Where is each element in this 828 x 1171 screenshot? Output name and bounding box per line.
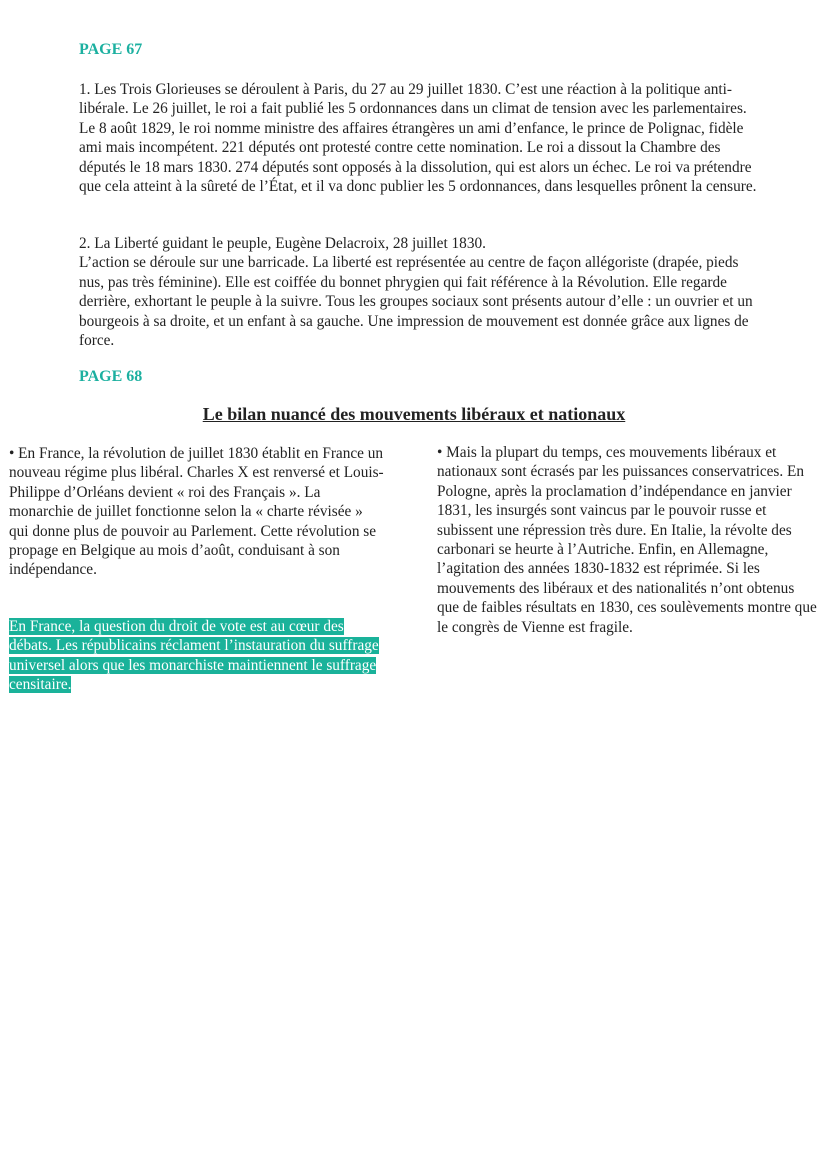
left-column-paragraph: • En France, la révolution de juillet 1830 établit en France un nouveau régime plus libéral. Charles X est renversé et Louis-Philippe d’Orléans devient « roi des Français ». La monarchie de juillet fonctionne selon la « charte révisée » qui donne plus de pouvoir au Parlement. Cette révolution se propage en Belgique au mois d’août, conduisant à son indépendance. bbox=[9, 445, 384, 579]
paragraph-liberte-guidant-le-peuple bbox=[79, 234, 759, 350]
page-68-heading: PAGE 68 bbox=[79, 368, 143, 385]
section-title bbox=[0, 405, 828, 424]
right-column-paragraph: • Mais la plupart du temps, ces mouvements libéraux et nationaux sont écrasés par les puissances conservatrices. En Pologne, après la proclamation d’indépendance en janvier 1831, les insurgés sont vaincus par le pouvoir russe et subissent une répression très dure. En Italie, la révolte des carbonari se heurte à l’Autriche. Enfin, en Allemagne, l’agitation des années 1830-1832 est réprimée. Si les mouvements des libéraux et des nationalités n’ont obtenus que de faibles résultats en 1830, ces soulèvements montre que le congrès de Vienne est fragile. bbox=[437, 444, 817, 636]
paragraph-trois-glorieuses: 1. Les Trois Glorieuses se déroulent à Paris, du 27 au 29 juillet 1830. C’est une réaction à la politique anti-libérale. Le 26 juillet, le roi a fait publié les 5 ordonnances dans un climat de tension avec les parlementaires. Le 8 août 1829, le roi nomme ministre des affaires étrangères un ami d’enfance, le prince de Polignac, fidèle ami mais incompétent. 221 députés ont protesté contre cette nomination. Le roi a dissout la Chambre des députés le 18 mars 1830. 274 députés sont opposés à la dissolution, qui est alors un échec. Le roi va prétendre que cela atteint à la sûreté de l’État, et il va donc publier les 5 ordonnances, dans lesquelles prônent la censure. bbox=[79, 81, 757, 196]
page-67-heading: PAGE 67 bbox=[79, 41, 143, 58]
paragraph-2-title-line: 2. La Liberté guidant le peuple, Eugène Delacroix, 28 juillet 1830. bbox=[79, 235, 486, 252]
highlighted-paragraph bbox=[9, 617, 384, 695]
highlighted-text: En France, la question du droit de vote est au cœur des débats. Les républicains réclament l’instauration du suffrage universel alors que les monarchiste maintiennent le suffrage censitaire. bbox=[9, 618, 379, 694]
section-title-text: Le bilan nuancé des mouvements libéraux et nationaux bbox=[202, 404, 626, 424]
paragraph-2-body: L’action se déroule sur une barricade. La liberté est représentée au centre de façon allégoriste (drapée, pieds nus, pas très féminine). Elle est coiffée du bonnet phrygien qui fait référence à la Révolution. Elle regarde derrière, exhortant le peuple à la suivre. Tous les groupes sociaux sont présents autour d’elle : un ouvrier et un bourgeois à sa droite, et un enfant à sa gauche. Une impression de mouvement est donnée grâce aux lignes de force. bbox=[79, 254, 753, 350]
